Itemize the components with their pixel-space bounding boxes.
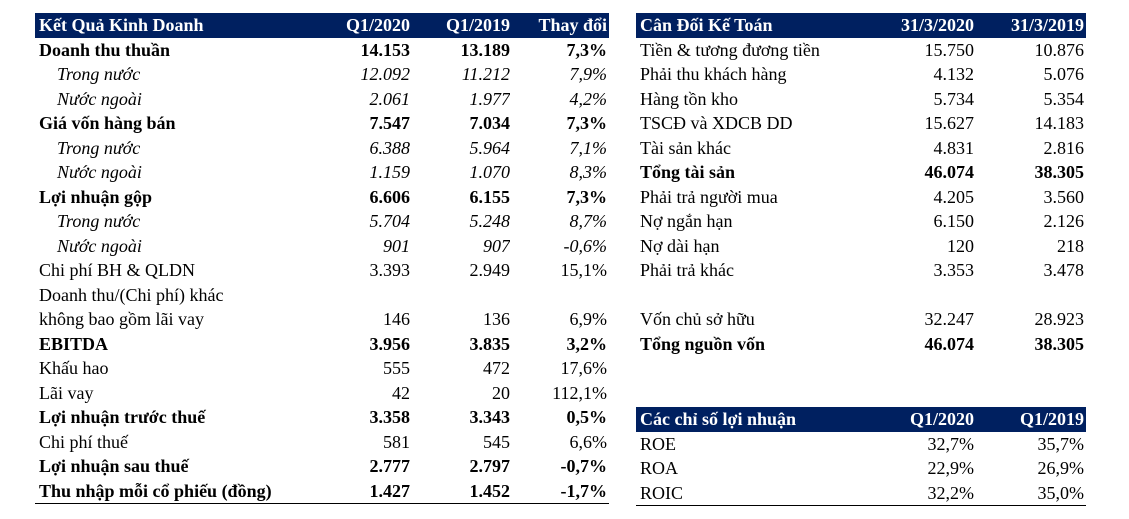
value-change: 8,3% [569,162,607,182]
income-row [35,136,609,161]
row-label: Nước ngoài [57,162,142,182]
value-q1-2019: 7.034 [469,113,510,133]
value-2020 [871,283,974,308]
balance-header-row [636,13,1086,38]
value-q1-2019: 20 [492,382,510,403]
value-q1-2019: 5.964 [469,137,510,158]
income-header-row [35,13,609,38]
value-q1-2020: 32,2% [871,481,974,506]
row-label: EBITDA [39,333,109,354]
balance-row [636,38,1086,63]
value-q1-2020: 581 [383,431,410,452]
value-q1-2020: 146 [383,309,410,329]
value-q1-2019: 35,7% [1037,433,1084,454]
income-row [35,160,609,185]
value-2020: 46.074 [924,162,974,182]
row-label: Trong nước [57,64,141,84]
value-2019: 3.478 [1043,260,1084,280]
income-row [35,356,609,381]
income-row [35,38,609,63]
income-row [35,479,609,504]
value-2019: 28.923 [1034,309,1084,329]
value-q1-2020: 12.092 [360,64,410,84]
value-2020: 46.074 [924,333,974,354]
balance-row [636,307,1086,332]
row-label: Tiền & tương đương tiền [640,39,820,60]
balance-row [636,209,1086,234]
income-row [35,381,609,406]
value-q1-2019: 13.189 [460,39,510,60]
income-row [35,307,609,332]
row-label: Doanh thu thuần [39,39,171,60]
ratios-col-q1-2019: Q1/2019 [974,407,1086,432]
value-q1-2020: 32,7% [927,433,974,454]
value-change: 8,7% [569,211,607,231]
row-label [636,283,871,308]
row-label: Lợi nhuận gộp [39,186,153,207]
value-q1-2020: 2.061 [369,88,410,109]
value-2019: 5.354 [1043,88,1084,109]
row-label: Trong nước [57,137,141,158]
value-q1-2019: 2.797 [469,456,510,476]
value-q1-2019: 1.977 [469,88,510,109]
balance-row [636,160,1086,185]
value-q1-2020: 1.427 [310,479,410,504]
balance-row [636,234,1086,259]
income-row [35,405,609,430]
row-label: TSCĐ và XDCB DD [640,113,793,133]
income-statement-table [35,13,609,504]
value-q1-2020: 14.153 [360,39,410,60]
value-change [510,283,609,308]
income-row [35,430,609,455]
row-label: Nước ngoài [57,88,142,109]
income-row [35,111,609,136]
row-label: Phải thu khách hàng [640,64,787,84]
value-q1-2020: 22,9% [927,458,974,478]
value-2020: 32.247 [924,309,974,329]
value-2019 [974,283,1086,308]
value-change: -0,7% [560,456,607,476]
ratios-table [636,407,1086,506]
balance-row [636,136,1086,161]
value-2020: 4.132 [933,64,974,84]
ratios-header-row [636,407,1086,432]
value-q1-2019: 545 [483,431,510,452]
value-change: 6,9% [569,309,607,329]
row-label: Lợi nhuận trước thuế [39,407,206,427]
income-row [35,62,609,87]
row-label: Nước ngoài [57,235,142,256]
ratio-row [636,432,1086,457]
value-q1-2019: 136 [483,309,510,329]
value-change: -0,6% [563,235,607,256]
income-row [35,258,609,283]
ratios-col-q1-2020: Q1/2020 [871,407,974,432]
value-change: 7,3% [566,113,607,133]
row-label: Phải trả người mua [640,186,778,207]
row-label: Tổng tài sản [640,162,736,182]
value-q1-2019: 1.070 [469,162,510,182]
value-2019: 14.183 [1034,113,1084,133]
value-2020: 15.750 [924,39,974,60]
value-2019: 38.305 [1034,162,1084,182]
income-col-q1-2020: Q1/2020 [310,13,410,38]
value-change: 7,1% [569,137,607,158]
value-2020: 4.831 [933,137,974,158]
value-change: 0,5% [566,407,607,427]
value-q1-2019: 35,0% [974,481,1086,506]
row-label: Tổng nguồn vốn [640,333,766,354]
value-2019: 10.876 [1034,39,1084,60]
value-q1-2019: 3.343 [469,407,510,427]
value-q1-2020: 7.547 [369,113,410,133]
ratio-row [636,481,1086,506]
row-label: Khấu hao [39,358,109,378]
value-q1-2019: 6.155 [469,186,510,207]
row-label: Chi phí BH & QLDN [39,260,196,280]
row-label: Giá vốn hàng bán [39,113,176,133]
income-row [35,185,609,210]
value-q1-2019: 472 [483,358,510,378]
balance-col-2019: 31/3/2019 [974,13,1086,38]
row-label: Hàng tồn kho [640,88,738,109]
balance-title: Cân Đối Kế Toán [636,13,871,38]
value-2019: 2.126 [1043,211,1084,231]
value-change: 7,3% [566,39,607,60]
value-2020: 4.205 [933,186,974,207]
row-label: Tài sản khác [640,137,731,158]
value-q1-2020: 3.393 [369,260,410,280]
value-q1-2019: 26,9% [1037,458,1084,478]
value-2020: 5.734 [933,88,974,109]
value-change: 4,2% [569,88,607,109]
row-label: Chi phí thuế [39,431,128,452]
row-label: ROA [640,458,679,478]
value-2020: 6.150 [933,211,974,231]
row-label: Thu nhập mỗi cổ phiếu (đồng) [35,479,310,504]
value-q1-2020: 6.388 [369,137,410,158]
value-change: 7,3% [566,186,607,207]
value-q1-2019: 2.949 [469,260,510,280]
balance-row [636,332,1086,357]
income-row [35,332,609,357]
row-label: Nợ dài hạn [640,235,720,256]
balance-sheet-table [636,13,1086,356]
value-q1-2019: 1.452 [410,479,510,504]
income-col-change: Thay đổi [510,13,609,38]
value-q1-2019: 5.248 [469,211,510,231]
value-2019: 3.560 [1043,186,1084,207]
ratio-row [636,456,1086,481]
income-col-q1-2019: Q1/2019 [410,13,510,38]
row-label: Lợi nhuận sau thuế [39,456,189,476]
value-change: 3,2% [566,333,607,354]
row-label: Nợ ngắn hạn [640,211,733,231]
value-change: 7,9% [569,64,607,84]
income-row [35,87,609,112]
value-q1-2020: 6.606 [369,186,410,207]
value-q1-2020: 555 [383,358,410,378]
row-label: Vốn chủ sở hữu [640,309,755,329]
value-2020: 15.627 [924,113,974,133]
income-row [35,209,609,234]
value-2019: 218 [1057,235,1084,256]
value-q1-2020 [310,283,410,308]
value-q1-2020: 3.956 [369,333,410,354]
balance-row [636,111,1086,136]
value-q1-2019: 3.835 [469,333,510,354]
value-q1-2020: 901 [383,235,410,256]
income-row [35,283,609,308]
row-label: Phải trả khác [640,260,734,280]
value-change: 6,6% [569,431,607,452]
balance-row [636,87,1086,112]
income-row [35,454,609,479]
balance-row [636,185,1086,210]
value-q1-2019: 907 [483,235,510,256]
value-2019: 2.816 [1043,137,1084,158]
value-2020: 120 [947,235,974,256]
value-2019: 5.076 [1043,64,1084,84]
ratios-title: Các chỉ số lợi nhuận [636,407,871,432]
balance-row [636,62,1086,87]
row-label: Trong nước [57,211,141,231]
value-change: 112,1% [552,382,607,403]
row-label: ROE [640,433,676,454]
value-2019: 38.305 [1034,333,1084,354]
value-q1-2020: 42 [392,382,410,403]
value-change: 17,6% [560,358,607,378]
row-label: Doanh thu/(Chi phí) khác [39,284,224,305]
row-label: ROIC [636,481,871,506]
value-change: 15,1% [560,260,607,280]
income-row [35,234,609,259]
value-q1-2019 [410,283,510,308]
row-label: Lãi vay [39,382,94,403]
value-q1-2020: 1.159 [369,162,410,182]
value-q1-2020: 3.358 [369,407,410,427]
balance-col-2020: 31/3/2020 [871,13,974,38]
balance-row [636,283,1086,308]
value-q1-2020: 5.704 [369,211,410,231]
row-label: không bao gồm lãi vay [39,309,204,329]
value-change: -1,7% [510,479,609,504]
value-q1-2020: 2.777 [369,456,410,476]
income-title: Kết Quả Kinh Doanh [35,13,310,38]
value-2020: 3.353 [933,260,974,280]
balance-row [636,258,1086,283]
value-q1-2019: 11.212 [461,64,510,84]
